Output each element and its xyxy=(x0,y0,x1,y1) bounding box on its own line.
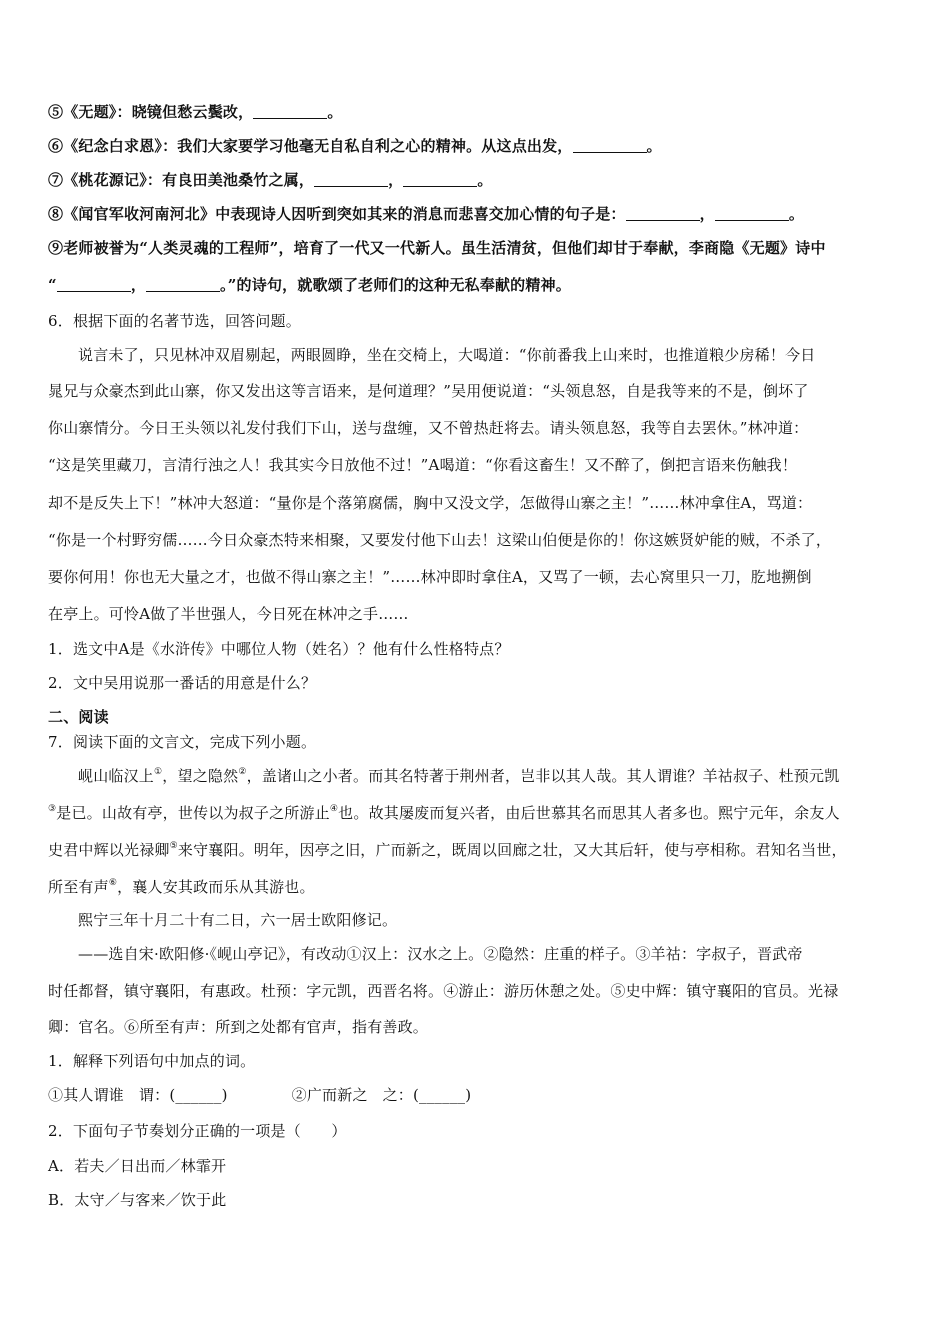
classical-text-line: ③是已。山故有亭，世传以为叔子之所游止④也。故其屡废而复兴者，由后世慕其名而思其人者多也。熙宁元年，余友人 xyxy=(48,804,840,822)
item-q9-line1: ⑨老师被誉为“人类灵魂的工程师”，培育了一代又一代新人。虽生活清贫，但他们却甘于奉献，李商隐《无题》诗中 xyxy=(48,239,826,257)
answer-blank[interactable] xyxy=(573,138,647,153)
note-line: 时任都督，镇守襄阳，有惠政。杜预：字元凯，西晋名将。④游止：游历休憩之处。⑤史中辉：镇守襄阳的官员。光禄 xyxy=(48,982,839,1000)
explain-answer-2[interactable]: 之：(______) xyxy=(382,1086,472,1104)
q7-sub-question-2: 2．下面句子节奏划分正确的一项是（ ） xyxy=(48,1122,347,1140)
answer-blank[interactable] xyxy=(403,172,477,187)
answer-blank[interactable] xyxy=(626,206,700,221)
q6-heading: 6．根据下面的名著节选，回答问题。 xyxy=(48,312,301,330)
passage-line: 要你何用！你也无大量之才，也做不得山寨之主！”……林冲即时拿住A，又骂了一顿，去心窝里只一刀，肐地搠倒 xyxy=(48,568,812,586)
item-q9-line2: “ ， 。”的诗句，就歌颂了老师们的这种无私奉献的精神。 xyxy=(48,276,571,294)
classical-text-line: 所至有声⑥，襄人安其政而乐从其游也。 xyxy=(48,878,315,896)
answer-blank[interactable] xyxy=(57,277,131,292)
explain-answer-1[interactable]: 谓：(______) xyxy=(138,1086,228,1104)
answer-blank[interactable] xyxy=(314,172,388,187)
passage-line: 说言未了，只见林冲双眉剔起，两眼圆睁，坐在交椅上，大喝道：“你前番我上山来时，也推道粮少房稀！今日 xyxy=(78,346,816,364)
note-line: 卿：官名。⑥所至有声：所到之处都有官声，指有善政。 xyxy=(48,1018,429,1036)
passage-line: 晁兄与众豪杰到此山寨，你又发出这等言语来，是何道理？”吴用便说道：“头领息怒，自是我等来的不是，倒坏了 xyxy=(48,382,809,400)
passage-line: 你山寨情分。今日王头领以礼发付我们下山，送与盘缠，又不曾热赶将去。请头领息怒，我等自去罢休。”林冲道： xyxy=(48,419,809,437)
q7-sub-question-1: 1．解释下列语句中加点的词。 xyxy=(48,1052,256,1070)
passage-line: 却不是反失上下！”林冲大怒道：“量你是个落第腐儒，胸中又没文学，怎做得山寨之主！”……林冲拿住A，骂道： xyxy=(48,494,813,512)
option-a: A．若夫／日出而／林霏开 xyxy=(48,1157,227,1175)
item-q6: ⑥《纪念白求恩》：我们大家要学习他毫无自私自利之心的精神。从这点出发， 。 xyxy=(48,137,662,155)
classical-text-line: 岘山临汉上①，望之隐然②，盖诸山之小者。而其名特著于荆州者，岂非以其人哉。其人谓谁？羊祜叔子、杜预元凯 xyxy=(78,767,840,785)
passage-line: “这是笑里藏刀，言清行浊之人！我其实今日放他不过！”A喝道：“你看这畜生！又不醉了，倒把言语来伤触我！ xyxy=(48,456,798,474)
q6-sub-question-1: 1．选文中A是《水浒传》中哪位人物（姓名）？他有什么性格特点？ xyxy=(48,640,510,658)
date-line: 熙宁三年十月二十有二日，六一居士欧阳修记。 xyxy=(78,911,398,929)
item-q5: ⑤《无题》：晓镜但愁云鬓改， 。 xyxy=(48,103,343,121)
answer-blank[interactable] xyxy=(253,104,327,119)
explain-item-1: ①其人谓谁 xyxy=(48,1086,125,1104)
note-line: ——选自宋·欧阳修·《岘山亭记》，有改动①汉上：汉水之上。②隐然：庄重的样子。③羊祜：字叔子，晋武帝 xyxy=(78,945,803,963)
item-q7: ⑦《桃花源记》：有良田美池桑竹之属， ， 。 xyxy=(48,171,493,189)
option-b: B．太守／与客来／饮于此 xyxy=(48,1191,227,1209)
q6-sub-question-2: 2．文中吴用说那一番话的用意是什么？ xyxy=(48,674,317,692)
answer-blank[interactable] xyxy=(715,206,789,221)
item-q8: ⑧《闻官军收河南河北》中表现诗人因听到突如其来的消息而悲喜交加心情的句子是： ， 。 xyxy=(48,205,805,223)
passage-line: “你是一个村野穷儒……今日众豪杰特来相聚，又要发付他下山去！这梁山伯便是你的！你这嫉贤妒能的贼，不杀了， xyxy=(48,531,832,549)
section-title: 二、阅读 xyxy=(48,708,109,726)
answer-blank[interactable] xyxy=(146,277,220,292)
explain-item-2: ②广而新之 xyxy=(291,1086,368,1104)
explain-row xyxy=(48,1085,908,1105)
passage-line: 在亭上。可怜A做了半世强人，今日死在林冲之手…… xyxy=(48,605,409,623)
classical-text-line: 史君中辉以光禄卿⑤来守襄阳。明年，因亭之旧，广而新之，既周以回廊之壮，又大其后轩，使与亭相称。君知名当世， xyxy=(48,841,847,859)
q7-heading: 7．阅读下面的文言文，完成下列小题。 xyxy=(48,733,317,751)
